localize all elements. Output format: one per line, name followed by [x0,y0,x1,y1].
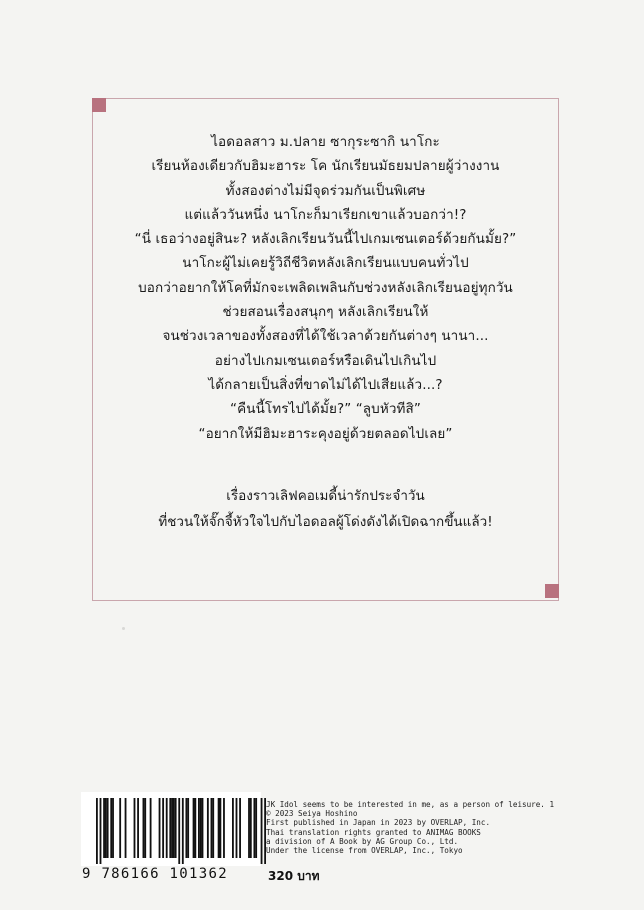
synopsis-line: แต่แล้ววันหนึ่ง นาโกะก็มาเรียกเขาแล้วบอกว่า!? [184,206,467,223]
isbn-barcode [96,798,266,864]
barcode-bar [110,798,112,858]
barcode-bar [232,798,234,858]
barcode-bar [193,798,195,858]
barcode-bar [144,798,146,858]
barcode-bar [162,798,164,858]
copyright-notice [266,800,554,855]
barcode-bar [194,798,196,858]
barcode-bar [134,798,136,858]
price-label: 320 บาท [268,869,320,883]
copyright-line: a division of A Book by AG Group Co., Ltd. [266,836,459,846]
barcode-bar [255,798,257,858]
synopsis-line: นาโกะผู้ไม่เคยรู้วิถีชีวิตหลังเลิกเรียนแบบคนทั่วไป [182,255,469,272]
barcode-bar [212,798,214,858]
barcode-bar [107,798,109,858]
barcode-bar [187,798,189,858]
synopsis-line: บอกว่าอยากให้โคที่มักจะเพลิดเพลินกับช่วงหลังเลิกเรียนอยู่ทุกวัน [138,279,513,296]
barcode-bar [248,798,250,858]
barcode-bar [239,798,241,858]
copyright-line: Thai translation rights granted to ANIMAG BOOKS [266,827,481,837]
tagline-line: เรื่องราวเลิฟคอเมดี้น่ารักประจำวัน [226,488,425,504]
barcode-bar [159,798,161,858]
barcode-bar [218,798,220,858]
barcode-bar [112,798,114,858]
barcode-bar [143,798,145,858]
barcode-bar [178,798,180,864]
barcode-bar [182,798,184,864]
barcode-bar [175,798,177,858]
barcode-bar [169,798,171,858]
synopsis-line: ทั้งสองต่างไม่มีจุดร่วมกันเป็นพิเศษ [225,182,426,199]
copyright-line: Under the license from OVERLAP, Inc., Tokyo [266,846,463,856]
synopsis-line: เรียนห้องเดียวกับฮิมะฮาระ โค นักเรียนมัธยมปลายผู้ว่างงาน [151,158,500,175]
barcode-bar [202,798,204,858]
copyright-line: © 2023 Seiya Hoshino [266,809,358,819]
barcode-bar [100,798,102,864]
barcode-bar [253,798,255,858]
barcode-bar [185,798,187,858]
barcode-bar [150,798,152,858]
barcode-bar [171,798,173,858]
synopsis-line: ช่วยสอนเรื่องสนุกๆ หลังเลิกเรียนให้ [222,304,429,321]
barcode-bar [200,798,202,858]
paper-speck [122,627,125,630]
isbn-digits: 9 786166 101362 [82,866,228,882]
barcode-bar [211,798,213,858]
barcode-bar [137,798,139,858]
barcode-bar [223,798,225,858]
barcode-bar [105,798,107,858]
synopsis-line: จนช่วงเวลาของทั้งสองที่ได้ใช้เวลาด้วยกันต่างๆ นานา... [162,328,489,345]
synopsis-line: ได้กลายเป็นสิ่งที่ขาดไม่ได้ไปเสียแล้ว...? [208,376,443,393]
barcode-bar [207,798,209,858]
barcode-bar [250,798,252,858]
barcode-bar [119,798,121,858]
synopsis-line: “อยากให้มีฮิมะฮาระคุงอยู่ด้วยตลอดไปเลย” [198,425,453,442]
synopsis-line: “นี่ เธอว่างอยู่สินะ? หลังเลิกเรียนวันนี้ไปเกมเซนเตอร์ด้วยกันมั้ย?” [134,231,517,248]
barcode-bar [198,798,200,858]
barcode-bar [261,798,263,864]
tagline-text [92,483,559,535]
barcode-bar [173,798,175,858]
synopsis-line: อย่างไปเกมเซนเตอร์หรือเดินไปเกินไป [214,352,437,369]
copyright-line: First published in Japan in 2023 by OVERLAP, Inc. [266,818,491,828]
barcode-bar [103,798,105,858]
barcode-bar [125,798,127,858]
synopsis-line: ไอดอลสาว ม.ปลาย ซากุระซากิ นาโกะ [211,134,440,150]
barcode-bar [96,798,98,864]
frame-corner-top-left [92,98,106,112]
tagline-line: ที่ชวนให้จั๊กจี้หัวใจไปกับไอดอลผู้โด่งดังได้เปิดฉากขึ้นแล้ว! [158,514,493,530]
barcode-bar [236,798,238,858]
barcode-bar [166,798,168,858]
copyright-line: JK Idol seems to be interested in me, as a person of leisure. 1 [266,800,555,809]
synopsis-line: “คืนนี้โทรไปได้มั้ย?” “ลูบหัวทีสิ” [230,401,421,418]
frame-corner-bottom-right [545,584,559,598]
synopsis-text [92,130,559,446]
barcode-bar [219,798,221,858]
